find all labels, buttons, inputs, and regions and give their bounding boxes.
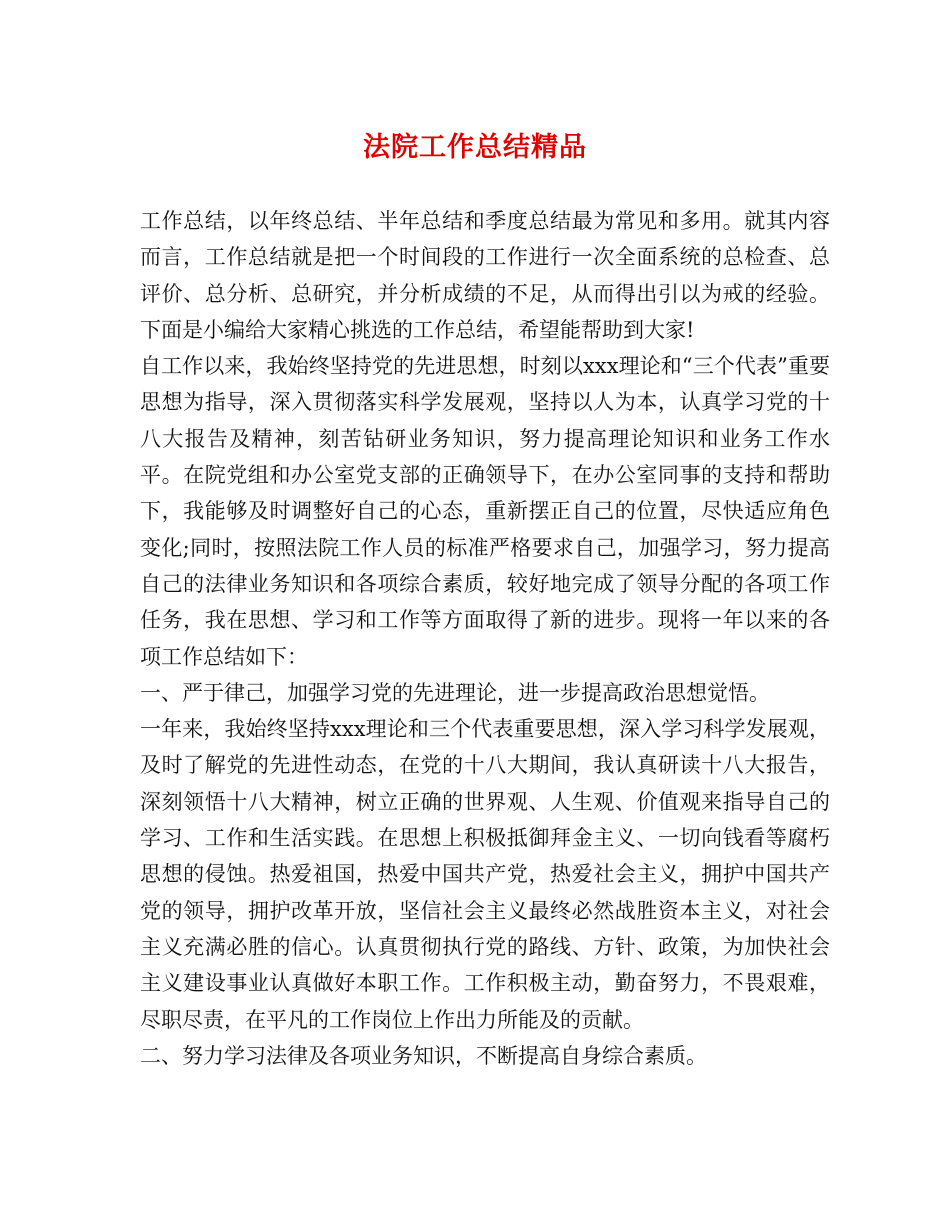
paragraph-section-1: 一年来，我始终坚持xxx理论和三个代表重要思想，深入学习科学发展观，及时了解党的先进性动态，在党的十八大期间，我认真研读十八大报告，深刻领悟十八大精神，树立正确的世界观、人生观、价值观来指导自己的学习、工作和生活实践。在思想上积极抵御拜金主义、一切向钱看等腐朽思想的侵蚀。热爱祖国，热爱中国共产党，热爱社会主义，拥护中国共产党的领导，拥护改革开放，坚信社会主义最终必然战胜资本主义，对社会主义充满必胜的信心。认真贯彻执行党的路线、方针、政策，为加快社会主义建设事业认真做好本职工作。工作积极主动，勤奋努力，不畏艰难，尽职尽责，在平凡的工作岗位上作出力所能及的贡献。 <box>140 717 830 1032</box>
paragraph-overview: 自工作以来，我始终坚持党的先进思想，时刻以xxx理论和“三个代表”重要思想为指导，深入贯彻落实科学发展观，坚持以人为本，认真学习党的十八大报告及精神，刻苦钻研业务知识，努力提高理论知识和业务工作水平。在院党组和办公室党支部的正确领导下，在办公室同事的支持和帮助下，我能够及时调整好自己的心态，重新摆正自己的位置，尽快适应角色变化;同时，按照法院工作人员的标准严格要求自己，加强学习，努力提高自己的法律业务知识和各项综合素质，较好地完成了领导分配的各项工作任务，我在思想、学习和工作等方面取得了新的进步。现将一年以来的各项工作总结如下： <box>140 354 830 669</box>
section-heading-1: 一、严于律己，加强学习党的先进理论，进一步提高政治思想觉悟。 <box>140 680 770 705</box>
paragraph-intro: 工作总结，以年终总结、半年总结和季度总结最为常见和多用。就其内容而言，工作总结就是把一个时间段的工作进行一次全面系统的总检查、总评价、总分析、总研究，并分析成绩的不足，从而得出引以为戒的经验。下面是小编给大家精心挑选的工作总结，希望能帮助到大家! <box>140 209 830 342</box>
section-heading-2: 二、努力学习法律及各项业务知识，不断提高自身综合素质。 <box>140 1043 707 1068</box>
document-body <box>140 203 830 1074</box>
document-title: 法院工作总结精品 <box>363 132 587 163</box>
